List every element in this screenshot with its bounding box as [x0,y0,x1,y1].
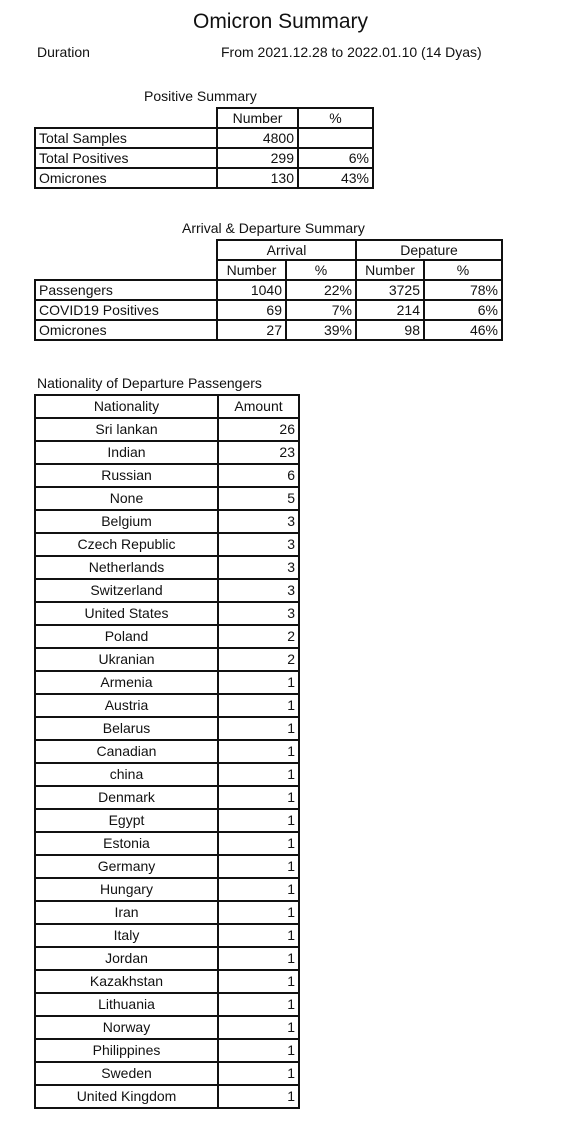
table-row [35,300,502,320]
table-row [35,510,299,533]
percent-cell: 6% [424,300,502,320]
nationality-cell: Armenia [35,671,218,694]
table-row [35,1016,299,1039]
nationality-cell: Russian [35,464,218,487]
table-row [35,1085,299,1108]
percent-cell: 6% [298,148,373,168]
table-row [35,579,299,602]
percent-cell: 46% [424,320,502,340]
percent-cell [298,128,373,148]
table-row [35,947,299,970]
table-header-row [35,395,299,418]
amount-cell: 1 [218,694,299,717]
column-header: % [424,260,502,280]
table-row [35,128,373,148]
table-row [35,694,299,717]
table-row [35,168,373,188]
nationality-cell: Netherlands [35,556,218,579]
column-header: Number [217,108,298,128]
table-row [35,1062,299,1085]
percent-cell: 43% [298,168,373,188]
amount-cell: 1 [218,855,299,878]
percent-cell: 39% [286,320,356,340]
amount-cell: 1 [218,786,299,809]
table-row [35,901,299,924]
nationality-cell: Sri lankan [35,418,218,441]
nationality-cell: Austria [35,694,218,717]
column-header: % [286,260,356,280]
number-cell: 214 [356,300,424,320]
amount-cell: 2 [218,648,299,671]
amount-cell: 2 [218,625,299,648]
table-row [35,418,299,441]
number-cell: 3725 [356,280,424,300]
amount-cell: 1 [218,947,299,970]
row-label: Total Positives [35,148,217,168]
nationality-cell: Lithuania [35,993,218,1016]
table-row [35,625,299,648]
amount-cell: 1 [218,1062,299,1085]
page-title: Omicron Summary [192,10,369,33]
table-row [35,763,299,786]
nationality-cell: Kazakhstan [35,970,218,993]
amount-cell: 3 [218,556,299,579]
amount-cell: 1 [218,901,299,924]
amount-cell: 1 [218,809,299,832]
arrival-departure-table [34,239,503,341]
column-header: % [298,108,373,128]
table-row [35,487,299,510]
amount-cell: 1 [218,878,299,901]
amount-cell: 1 [218,1085,299,1108]
table-row [35,924,299,947]
arrival-departure-title: Arrival & Departure Summary [182,220,365,236]
percent-cell: 78% [424,280,502,300]
nationality-table [34,394,300,1109]
table-row [35,809,299,832]
amount-cell: 5 [218,487,299,510]
nationality-cell: Sweden [35,1062,218,1085]
row-label: Omicrones [35,320,217,340]
nationality-cell: Czech Republic [35,533,218,556]
number-cell: 130 [217,168,298,188]
number-cell: 4800 [217,128,298,148]
amount-cell: 1 [218,832,299,855]
nationality-cell: Canadian [35,740,218,763]
positive-summary-title: Positive Summary [144,88,257,104]
nationality-cell: Egypt [35,809,218,832]
amount-cell: 1 [218,740,299,763]
nationality-cell: Estonia [35,832,218,855]
nationality-cell: United States [35,602,218,625]
amount-cell: 3 [218,533,299,556]
nationality-cell: None [35,487,218,510]
table-row [35,993,299,1016]
nationality-cell: Germany [35,855,218,878]
table-row [35,671,299,694]
nationality-cell: Norway [35,1016,218,1039]
nationality-cell: Indian [35,441,218,464]
amount-cell: 1 [218,671,299,694]
positive-summary-table [34,107,374,189]
nationality-cell: Switzerland [35,579,218,602]
amount-cell: 1 [218,993,299,1016]
row-label: Omicrones [35,168,217,188]
nationality-cell: Belarus [35,717,218,740]
empty-cell [35,108,217,128]
duration-label: Duration [37,44,90,60]
row-label: Total Samples [35,128,217,148]
column-header: Number [217,260,286,280]
group-header-row [35,240,502,260]
amount-cell: 1 [218,970,299,993]
nationality-cell: Philippines [35,1039,218,1062]
number-cell: 98 [356,320,424,340]
amount-cell: 23 [218,441,299,464]
table-row [35,832,299,855]
nationality-cell: Jordan [35,947,218,970]
number-cell: 1040 [217,280,286,300]
nationality-cell: Poland [35,625,218,648]
table-row [35,648,299,671]
table-row [35,280,502,300]
amount-cell: 1 [218,763,299,786]
percent-cell: 7% [286,300,356,320]
amount-cell: 3 [218,579,299,602]
table-row [35,740,299,763]
empty-cell [35,240,217,260]
nationality-cell: Iran [35,901,218,924]
percent-cell: 22% [286,280,356,300]
amount-cell: 3 [218,510,299,533]
table-row [35,786,299,809]
nationality-cell: Denmark [35,786,218,809]
table-row [35,320,502,340]
column-header: Amount [218,395,299,418]
number-cell: 27 [217,320,286,340]
table-row [35,556,299,579]
table-row [35,602,299,625]
group-header-arrival: Arrival [217,240,356,260]
nationality-cell: Hungary [35,878,218,901]
nationality-cell: china [35,763,218,786]
number-cell: 299 [217,148,298,168]
nationality-title: Nationality of Departure Passengers [37,375,262,391]
nationality-cell: United Kingdom [35,1085,218,1108]
table-row [35,855,299,878]
table-header-row [35,108,373,128]
amount-cell: 3 [218,602,299,625]
empty-cell [35,260,217,280]
table-row [35,533,299,556]
column-header: Nationality [35,395,218,418]
nationality-cell: Belgium [35,510,218,533]
nationality-cell: Italy [35,924,218,947]
amount-cell: 6 [218,464,299,487]
table-row [35,878,299,901]
amount-cell: 26 [218,418,299,441]
amount-cell: 1 [218,924,299,947]
table-header-row [35,260,502,280]
table-row [35,717,299,740]
table-row [35,970,299,993]
row-label: COVID19 Positives [35,300,217,320]
amount-cell: 1 [218,1039,299,1062]
duration-value: From 2021.12.28 to 2022.01.10 (14 Dyas) [221,44,482,60]
column-header: Number [356,260,424,280]
amount-cell: 1 [218,1016,299,1039]
number-cell: 69 [217,300,286,320]
group-header-departure: Depature [356,240,502,260]
table-row [35,441,299,464]
table-row [35,148,373,168]
table-row [35,1039,299,1062]
row-label: Passengers [35,280,217,300]
nationality-cell: Ukranian [35,648,218,671]
table-row [35,464,299,487]
amount-cell: 1 [218,717,299,740]
